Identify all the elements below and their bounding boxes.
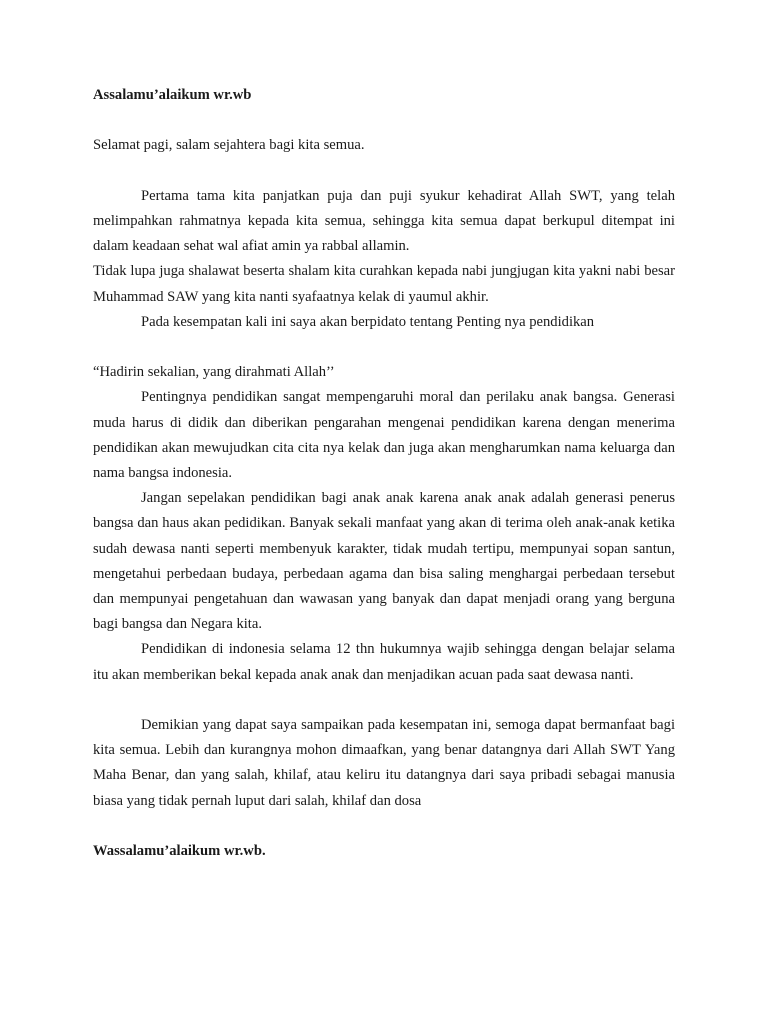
paragraph-compulsory: Pendidikan di indonesia selama 12 thn hukumnya wajib sehingga dengan belajar selama itu akan memberikan bekal kepada anak anak dan menjadikan acuan pada saat dewasa nanti. [93, 641, 675, 683]
spacer [93, 108, 675, 133]
paragraph-benefits: Jangan sepelakan pendidikan bagi anak anak karena anak anak adalah generasi penerus bangsa dan haus akan pedidikan. Banyak sekali manfaat yang akan di terima oleh anak-anak ketika sudah dewasa nanti seperti membenyuk karakter, tidak mudah tertipu, mempunyai sopan santun, mengetahui perbedaan budaya, perbedaan agama dan bisa saling menghargai perbedaan tersebut dan mempunyai pengetahuan dan wawasan yang banyak dan dapat menjadi orang yang berguna bagi bangsa dan Negara kita. [93, 490, 675, 633]
speech-document [93, 83, 675, 864]
spacer [93, 688, 675, 713]
spacer [93, 335, 675, 360]
greeting-line: Selamat pagi, salam sejahtera bagi kita semua. [93, 137, 365, 154]
spacer [93, 159, 675, 184]
closing-greeting: Wassalamu’alaikum wr.wb. [93, 843, 266, 860]
spacer [93, 814, 675, 839]
paragraph-topic: Pada kesempatan kali ini saya akan berpidato tentang Penting nya pendidikan [141, 313, 595, 330]
address-line: “Hadirin sekalian, yang dirahmati Allah’’ [93, 364, 335, 381]
opening-greeting: Assalamu’alaikum wr.wb [93, 87, 252, 103]
paragraph-closing: Demikian yang dapat saya sampaikan pada kesempatan ini, semoga dapat bermanfaat bagi kita semua. Lebih dan kurangnya mohon dimaafkan, yang benar datangnya dari Allah SWT Yang Maha Benar, dan yang salah, khilaf, atau keliru itu datangnya dari saya pribadi sebagai manusia biasa yang tidak pernah luput dari salah, khilaf dan dosa [93, 717, 675, 809]
paragraph-importance: Pentingnya pendidikan sangat mempengaruhi moral dan perilaku anak bangsa. Generasi muda harus di didik dan diberikan pengarahan mengenai pendidikan karena dengan menerima pendidikan akan mewujudkan cita cita nya kelak dan juga akan mengharumkan nama keluarga dan nama bangsa indonesia. [93, 389, 675, 481]
paragraph-shalawat: Tidak lupa juga shalawat beserta shalam kita curahkan kepada nabi jungjugan kita yakni nabi besar Muhammad SAW yang kita nanti syafaatnya kelak di yaumul akhir. [93, 263, 675, 305]
paragraph-gratitude: Pertama tama kita panjatkan puja dan puji syukur kehadirat Allah SWT, yang telah melimpahkan rahmatnya kepada kita semua, sehingga kita semua dapat berkupul ditempat ini dalam keadaan sehat wal afiat amin ya rabbal allamin. [93, 187, 675, 255]
